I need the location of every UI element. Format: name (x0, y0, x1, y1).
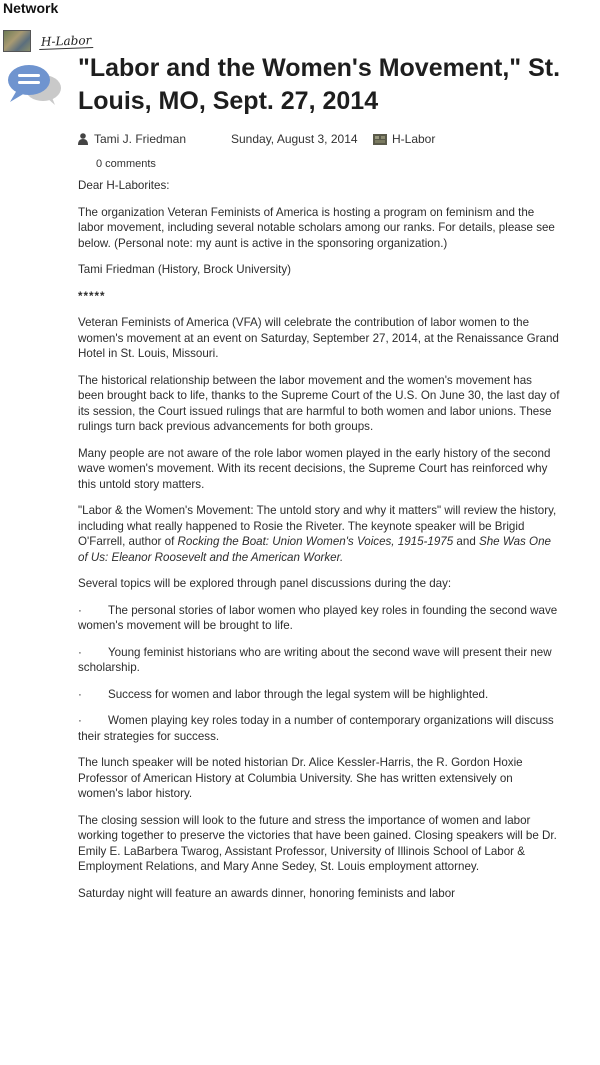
list-item: · Women playing key roles today in a number of contemporary organizations will discuss their strategies for success. (78, 714, 554, 743)
signature: Tami Friedman (History, Brock University) (78, 263, 292, 276)
history-paragraph: The historical relationship between the labor movement and the women's movement has been brought back to life, thanks to the Supreme Court of the U.S. On June 30, the last day of its session, the Court issued rulings that are harmful to both women and labor unions. These rulings turn back previous advancements for both groups. (78, 373, 560, 433)
comment-bubbles-icon (5, 62, 63, 106)
site-thumbnail-image (3, 30, 31, 52)
list-item: · Young feminist historians who are writing about the second wave will present their new scholarship. (78, 645, 552, 674)
network-label: Network (3, 0, 59, 16)
keynote-text-a: "Labor & the Women's Movement: The untold story and why it matters" will review the history, including what really happened to Rosie the Riveter. The keynote speaker will be Brigid O'Farrell, author of (78, 504, 557, 548)
post-date: Sunday, August 3, 2014 (231, 132, 358, 146)
network-tag: H-Labor (392, 132, 436, 146)
comments-count-link[interactable]: 0 comments (96, 158, 156, 170)
author-name: Tami J. Friedman (94, 132, 187, 146)
intro-paragraph: The organization Veteran Feminists of America is hosting a program on feminism and the labor movement, including several notable scholars among our ranks. For details, please see below. (Personal note: my aunt is active in the sponsoring organization.) (78, 205, 555, 250)
keynote-paragraph (78, 503, 560, 565)
site-logo-link[interactable] (3, 30, 93, 52)
keynote-text-b: and (453, 535, 479, 548)
article-title: "Labor and the Women's Movement," St. Louis, MO, Sept. 27, 2014 (78, 54, 561, 115)
network-tag-link[interactable] (373, 132, 435, 146)
site-name: H-Labor (39, 33, 94, 50)
greeting: Dear H-Laborites: (78, 179, 170, 192)
network-thumbnail-icon (373, 134, 387, 145)
awareness-paragraph: Many people are not aware of the role labor women played in the early history of the second wave women's movement. With its recent decisions, the Supreme Court has reinforced why this untold story matters. (78, 446, 551, 491)
list-item: · The personal stories of labor women who played key roles in founding the second wave women's movement will be brought to life. (78, 603, 558, 632)
event-paragraph: Veteran Feminists of America (VFA) will celebrate the contribution of labor women to the women's movement at an event on Saturday, September 27, 2014, at the Renaissance Grand Hotel in St. Louis, Missouri. (78, 316, 559, 360)
awards-dinner-paragraph: Saturday night will feature an awards dinner, honoring feminists and labor (78, 886, 456, 900)
lunch-speaker-paragraph: The lunch speaker will be noted historian Dr. Alice Kessler-Harris, the R. Gordon Hoxie Professor of American History at Columbia University. She has written extensively on women's labor history. (78, 756, 523, 800)
list-item: · Success for women and labor through the legal system will be highlighted. (78, 687, 489, 701)
topics-paragraph: Several topics will be explored through panel discussions during the day: (78, 577, 452, 590)
book-title-1: Rocking the Boat: Union Women's Voices, 1915-1975 (177, 535, 454, 548)
person-icon (78, 133, 88, 145)
separator: ***** (78, 289, 106, 303)
book-title-2: She Was One of Us: Eleanor Roosevelt and the American Worker. (78, 535, 551, 564)
article-body (78, 178, 560, 912)
author-link[interactable] (78, 132, 186, 146)
closing-session-paragraph: The closing session will look to the future and stress the importance of women and labor working together to preserve the victories that have been gained. Closing speakers will be Dr. Emily E. LaBarbera Twarog, Assistant Professor, University of Illinois School of Labor & Employment Relations, and Mary Anne Sedey, St. Louis employment attorney. (78, 813, 557, 873)
